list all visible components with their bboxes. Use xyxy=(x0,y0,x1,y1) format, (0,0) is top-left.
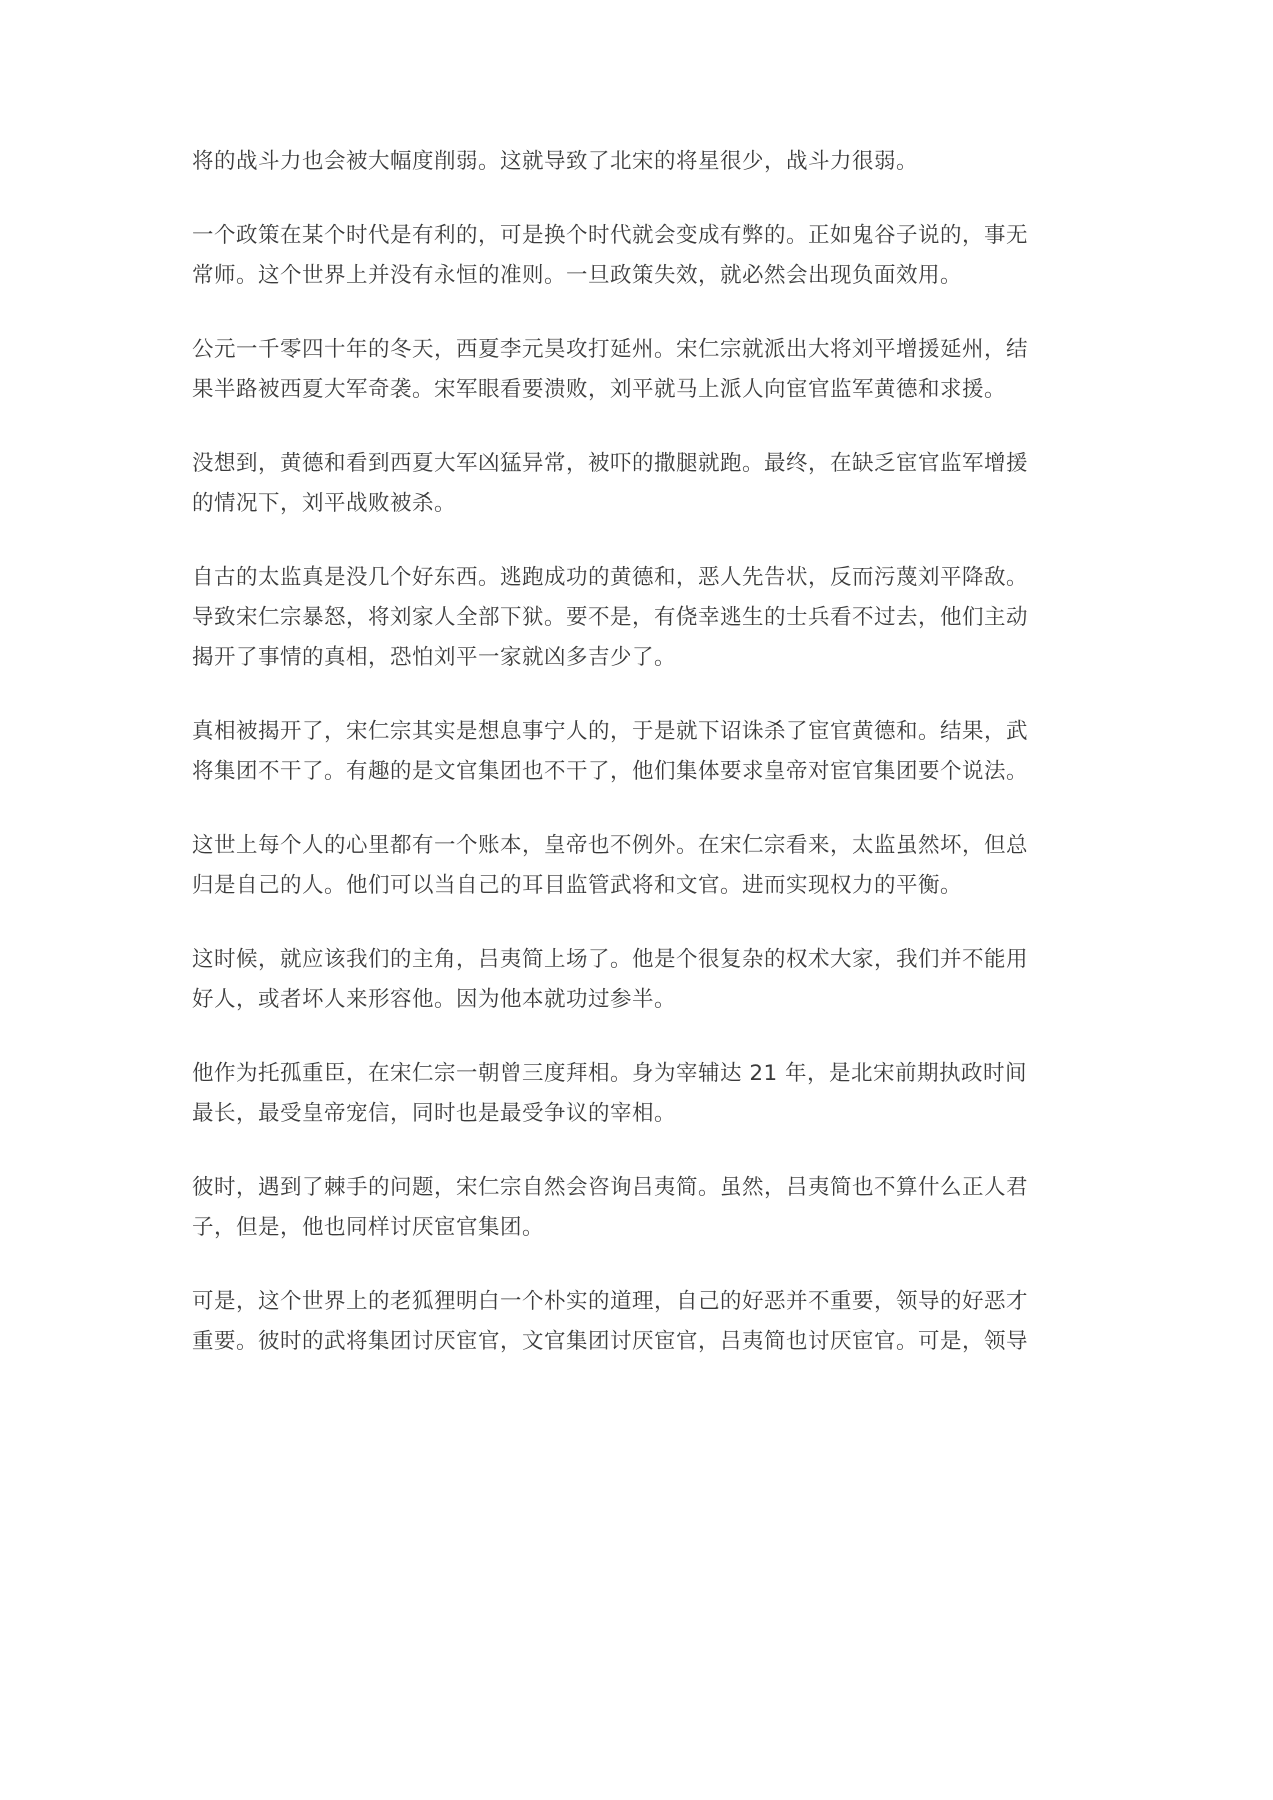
paragraph xyxy=(192,1282,1092,1362)
text-line: 公元一千零四十年的冬天，西夏李元昊攻打延州。宋仁宗就派出大将刘平增援延州，结 xyxy=(192,337,1029,362)
text-line: 将集团不干了。有趣的是文官集团也不干了，他们集体要求皇帝对宦官集团要个说法。 xyxy=(192,759,1029,784)
paragraph xyxy=(192,216,1092,296)
article-body xyxy=(192,142,1092,1396)
paragraph xyxy=(192,558,1092,678)
text-line: 果半路被西夏大军奇袭。宋军眼看要溃败，刘平就马上派人向宦官监军黄德和求援。 xyxy=(192,377,1007,402)
paragraph xyxy=(192,712,1092,792)
paragraph xyxy=(192,444,1092,524)
text-line: 将的战斗力也会被大幅度削弱。这就导致了北宋的将星很少，战斗力很弱。 xyxy=(192,149,919,174)
paragraph xyxy=(192,1054,1092,1134)
paragraph xyxy=(192,330,1092,410)
paragraph xyxy=(192,940,1092,1020)
text-line: 他作为托孤重臣，在宋仁宗一朝曾三度拜相。身为宰辅达 21 年，是北宋前期执政时间 xyxy=(192,1061,1028,1086)
text-line: 没想到，黄德和看到西夏大军凶猛异常，被吓的撒腿就跑。最终，在缺乏宦官监军增援 xyxy=(192,451,1029,476)
text-line: 归是自己的人。他们可以当自己的耳目监管武将和文官。进而实现权力的平衡。 xyxy=(192,873,963,898)
text-line: 真相被揭开了，宋仁宗其实是想息事宁人的，于是就下诏诛杀了宦官黄德和。结果，武 xyxy=(192,719,1029,744)
text-line: 彼时，遇到了棘手的问题，宋仁宗自然会咨询吕夷简。虽然，吕夷简也不算什么正人君 xyxy=(192,1175,1029,1200)
text-line: 一个政策在某个时代是有利的，可是换个时代就会变成有弊的。正如鬼谷子说的，事无 xyxy=(192,223,1029,248)
text-line: 好人，或者坏人来形容他。因为他本就功过参半。 xyxy=(192,987,677,1012)
text-line: 可是，这个世界上的老狐狸明白一个朴实的道理，自己的好恶并不重要，领导的好恶才 xyxy=(192,1289,1029,1314)
text-line: 自古的太监真是没几个好东西。逃跑成功的黄德和，恶人先告状，反而污蔑刘平降敌。 xyxy=(192,565,1029,590)
text-line: 子，但是，他也同样讨厌宦官集团。 xyxy=(192,1215,545,1240)
text-line: 导致宋仁宗暴怒，将刘家人全部下狱。要不是，有侥幸逃生的士兵看不过去，他们主动 xyxy=(192,605,1029,630)
paragraph xyxy=(192,142,1092,182)
text-line: 最长，最受皇帝宠信，同时也是最受争议的宰相。 xyxy=(192,1101,677,1126)
text-line: 重要。彼时的武将集团讨厌宦官，文官集团讨厌宦官，吕夷简也讨厌宦官。可是，领导 xyxy=(192,1329,1029,1354)
text-line: 揭开了事情的真相，恐怕刘平一家就凶多吉少了。 xyxy=(192,645,677,670)
text-line: 的情况下，刘平战败被杀。 xyxy=(192,491,457,516)
text-line: 这世上每个人的心里都有一个账本，皇帝也不例外。在宋仁宗看来，太监虽然坏，但总 xyxy=(192,833,1029,858)
text-line: 这时候，就应该我们的主角，吕夷简上场了。他是个很复杂的权术大家，我们并不能用 xyxy=(192,947,1029,972)
text-line: 常师。这个世界上并没有永恒的准则。一旦政策失效，就必然会出现负面效用。 xyxy=(192,263,963,288)
paragraph xyxy=(192,826,1092,906)
paragraph xyxy=(192,1168,1092,1248)
